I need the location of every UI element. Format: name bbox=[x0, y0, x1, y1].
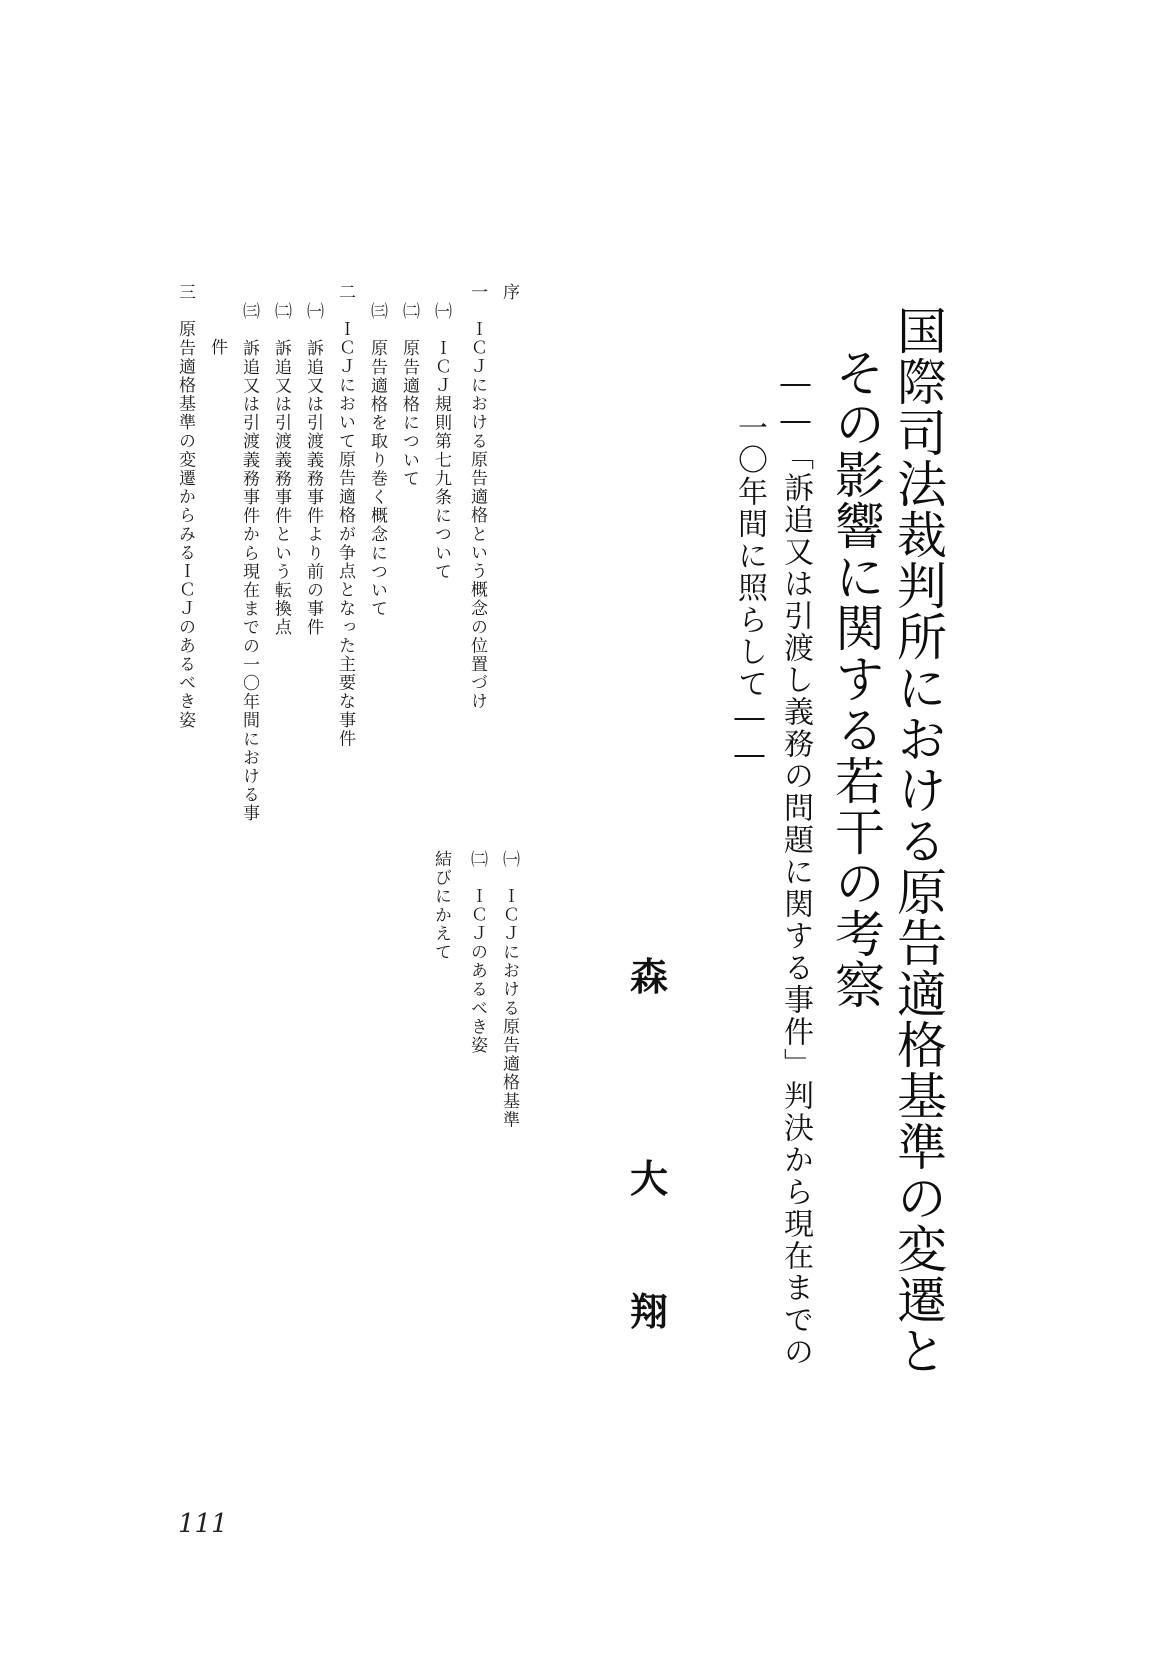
article-subtitle-line-2: 一〇年間に照らして―― bbox=[732, 412, 767, 774]
toc-section-2-sub-3-line-2: 件 bbox=[207, 338, 227, 357]
toc-section-1-sub-1: ㈠ ＩＣＪ規則第七九条について bbox=[431, 302, 451, 581]
author-name-char-2: 大 bbox=[629, 1156, 668, 1201]
article-title-line-2: その影響に関する若干の考察 bbox=[827, 347, 885, 1010]
toc-section-2-sub-3-line-1: ㈢ 訴追又は引渡義務事件から現在までの一〇年間における事 bbox=[239, 302, 259, 823]
toc-section-1-heading: 一 ＩＣＪにおける原告適格という概念の位置づけ bbox=[467, 283, 487, 711]
toc-section-3-sub-1: ㈠ ＩＣＪにおける原告適格基準 bbox=[499, 850, 519, 1129]
toc-section-3-sub-2: ㈡ ＩＣＪのあるべき姿 bbox=[467, 850, 487, 1055]
article-subtitle-line-1: ――「訴追又は引渡し義務の問題に関する事件」判決から現在までの bbox=[778, 366, 813, 1368]
page-number: 111 bbox=[178, 1509, 228, 1539]
toc-intro: 序 bbox=[499, 283, 519, 302]
toc-section-2-heading: 二 ＩＣＪにおいて原告適格が争点となった主要な事件 bbox=[335, 283, 355, 748]
toc-section-2-sub-2: ㈡ 訴追又は引渡義務事件という転換点 bbox=[271, 302, 291, 637]
article-title-line-1: 国際司法裁判所における原告適格基準の変遷と bbox=[889, 305, 947, 1376]
author-name-char-1: 森 bbox=[629, 954, 668, 999]
toc-section-3-heading: 三 原告適格基準の変遷からみるＩＣＪのあるべき姿 bbox=[175, 283, 195, 730]
author-name-char-3: 翔 bbox=[629, 1289, 668, 1334]
toc-section-2-sub-1: ㈠ 訴追又は引渡義務事件より前の事件 bbox=[303, 302, 323, 637]
toc-section-1-sub-2: ㈡ 原告適格について bbox=[399, 302, 419, 488]
toc-conclusion: 結びにかえて bbox=[431, 850, 451, 962]
toc-section-1-sub-3: ㈢ 原告適格を取り巻く概念について bbox=[367, 302, 387, 619]
